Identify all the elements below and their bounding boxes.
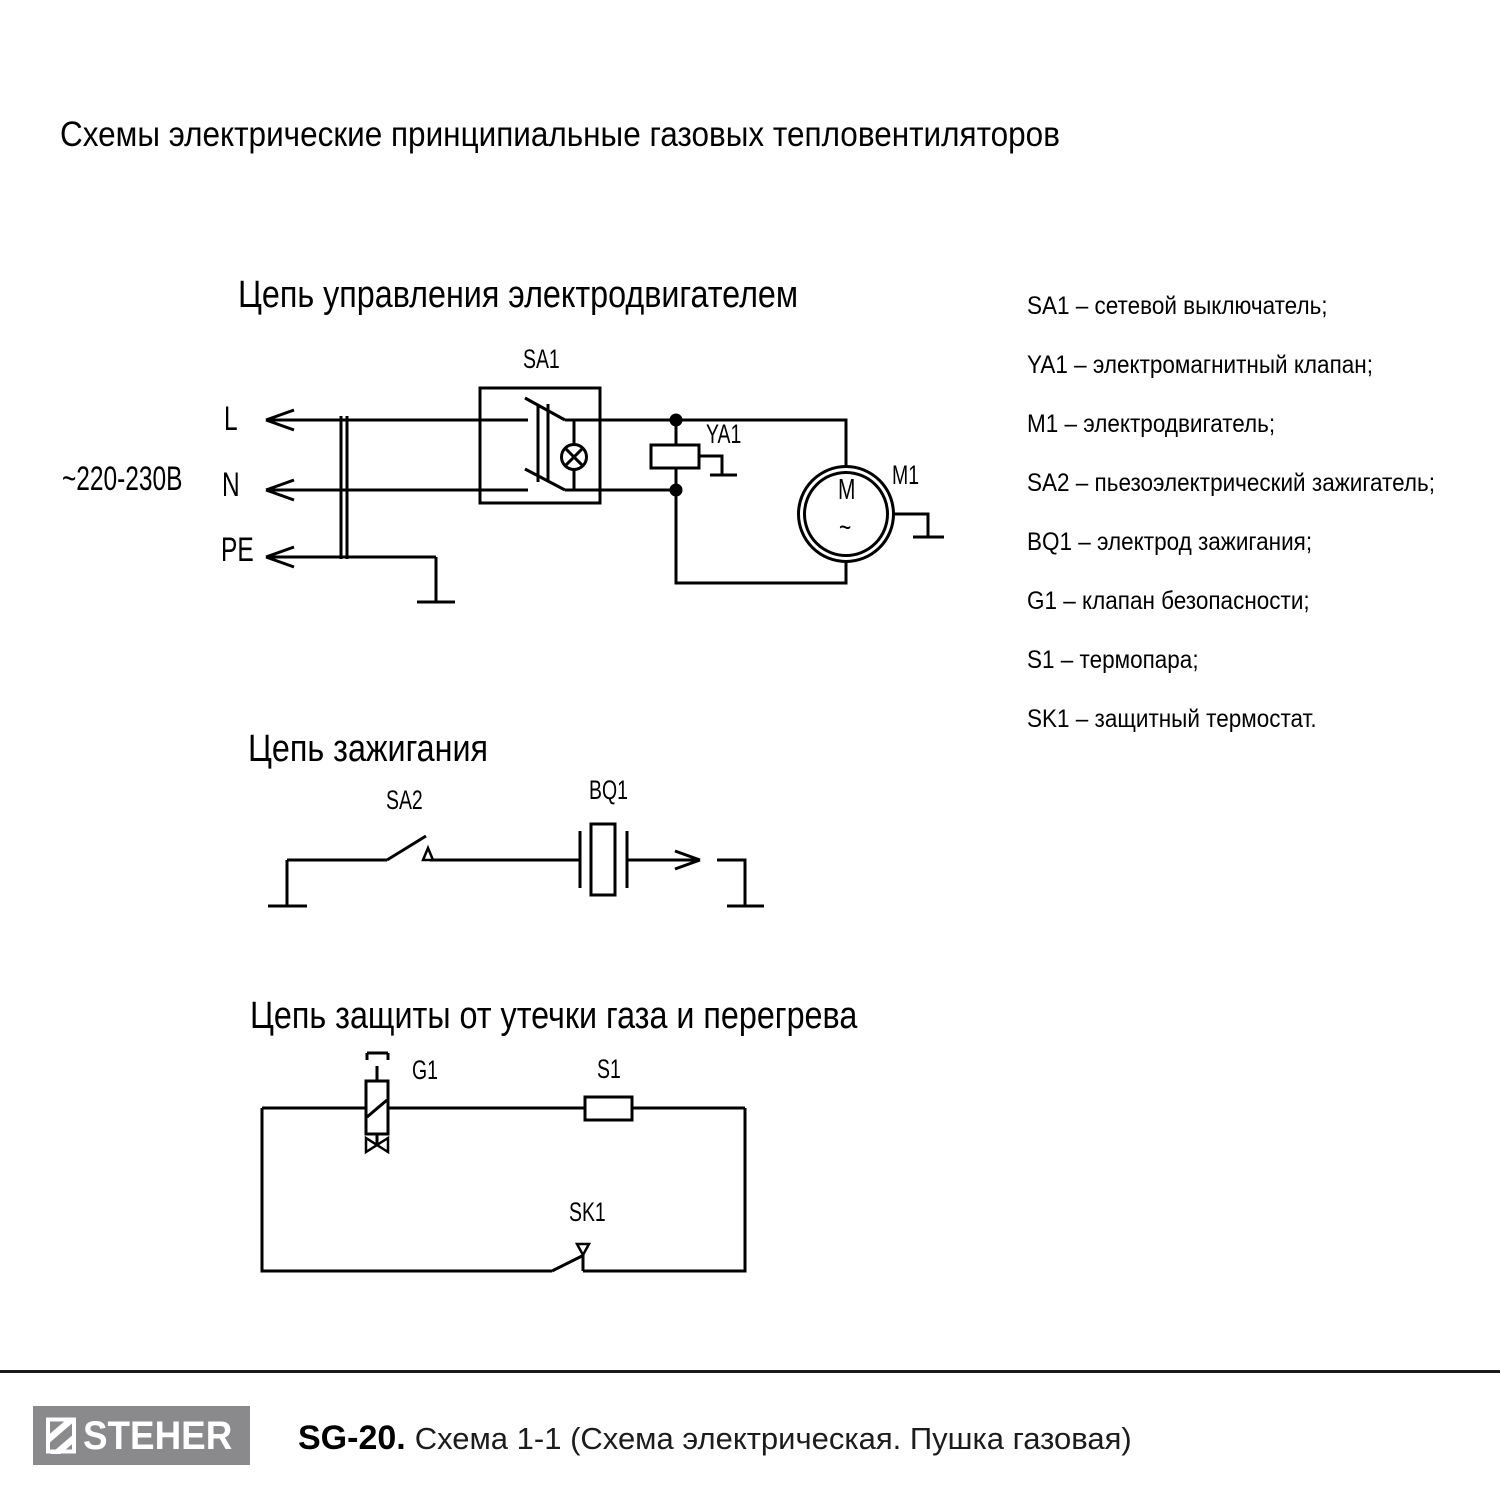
indicator-lamp-cross (565, 448, 583, 466)
sa2-label: SA2 (386, 785, 423, 815)
motor-phase-symbol: ~ (839, 512, 852, 544)
sk1-label: SK1 (569, 1197, 606, 1227)
sa1-link (538, 404, 548, 482)
ya1-coil-symbol (651, 445, 699, 468)
page-title: Схемы электрические принципиальные газовых тепловентиляторов (60, 115, 1060, 154)
bq1-electrode-body (591, 824, 615, 895)
wire-label-pe: PE (221, 531, 254, 569)
s1-thermocouple-symbol (585, 1097, 632, 1120)
wire-label-n: N (222, 466, 240, 504)
g1-label: G1 (412, 1055, 438, 1085)
wire-label-l: L (224, 400, 238, 438)
sa2-switch-symbol (387, 836, 426, 860)
motor-letter: M (838, 474, 856, 506)
section-title-motor-control: Цепь управления электродвигателем (238, 274, 799, 316)
steher-emblem-icon (46, 1417, 76, 1454)
ignition-circuit-drawing (268, 824, 764, 906)
s1-label: S1 (597, 1054, 621, 1084)
bq1-label: BQ1 (589, 775, 628, 805)
section-title-ignition: Цепь зажигания (248, 728, 488, 770)
section-title-protection: Цепь защиты от утечки газа и перегрева (250, 995, 858, 1037)
bq1-electrode-symbol (580, 831, 627, 888)
caption-label: Схема 1-1 (Схема электрическая. Пушка газовая) (414, 1421, 1132, 1456)
g1-valve-diagonal (367, 1100, 387, 1117)
junction-dot (670, 414, 683, 427)
legend-item: YA1 – электромагнитный клапан; (1027, 351, 1373, 379)
motor-ground-icon (894, 514, 945, 537)
piezo-actuator-icon (423, 848, 433, 860)
voltage-label: ~220-230В (62, 460, 183, 498)
model-label: SG-20. (298, 1419, 406, 1457)
sa2-ground-icon (268, 860, 307, 906)
wire (583, 1108, 745, 1271)
sk1-contact-symbol (552, 1255, 584, 1271)
legend-item: SA1 – сетевой выключатель; (1027, 292, 1328, 320)
ya1-label: YA1 (706, 419, 742, 449)
m1-label: M1 (892, 460, 920, 490)
legend-item: M1 – электродвигатель; (1027, 410, 1276, 438)
legend-item: BQ1 – электрод зажигания; (1027, 528, 1313, 556)
sk1-thermal-icon (577, 1244, 589, 1255)
cable-marker (341, 416, 347, 559)
protection-circuit-drawing (262, 1053, 745, 1271)
ya1-ground-icon (699, 456, 737, 475)
burner-ground-icon (717, 860, 764, 906)
legend-item: SK1 – защитный термостат. (1027, 705, 1317, 733)
footer-caption (298, 1419, 1132, 1458)
footer-divider (0, 1370, 1500, 1373)
sa1-label: SA1 (523, 344, 560, 374)
sa1-contacts (525, 398, 565, 490)
legend-item: S1 – термопара; (1027, 646, 1199, 674)
brand-logo (33, 1406, 250, 1465)
brand-name: STEHER (83, 1413, 233, 1458)
legend-item: G1 – клапан безопасности; (1027, 587, 1310, 615)
wire (262, 1108, 552, 1271)
wire (676, 490, 846, 583)
pe-ground-icon (417, 557, 455, 602)
junction-dot (670, 484, 683, 497)
g1-reset-icon (367, 1053, 388, 1081)
legend-item: SA2 – пьезоэлектрический зажигатель; (1027, 469, 1435, 497)
wire (266, 420, 528, 557)
